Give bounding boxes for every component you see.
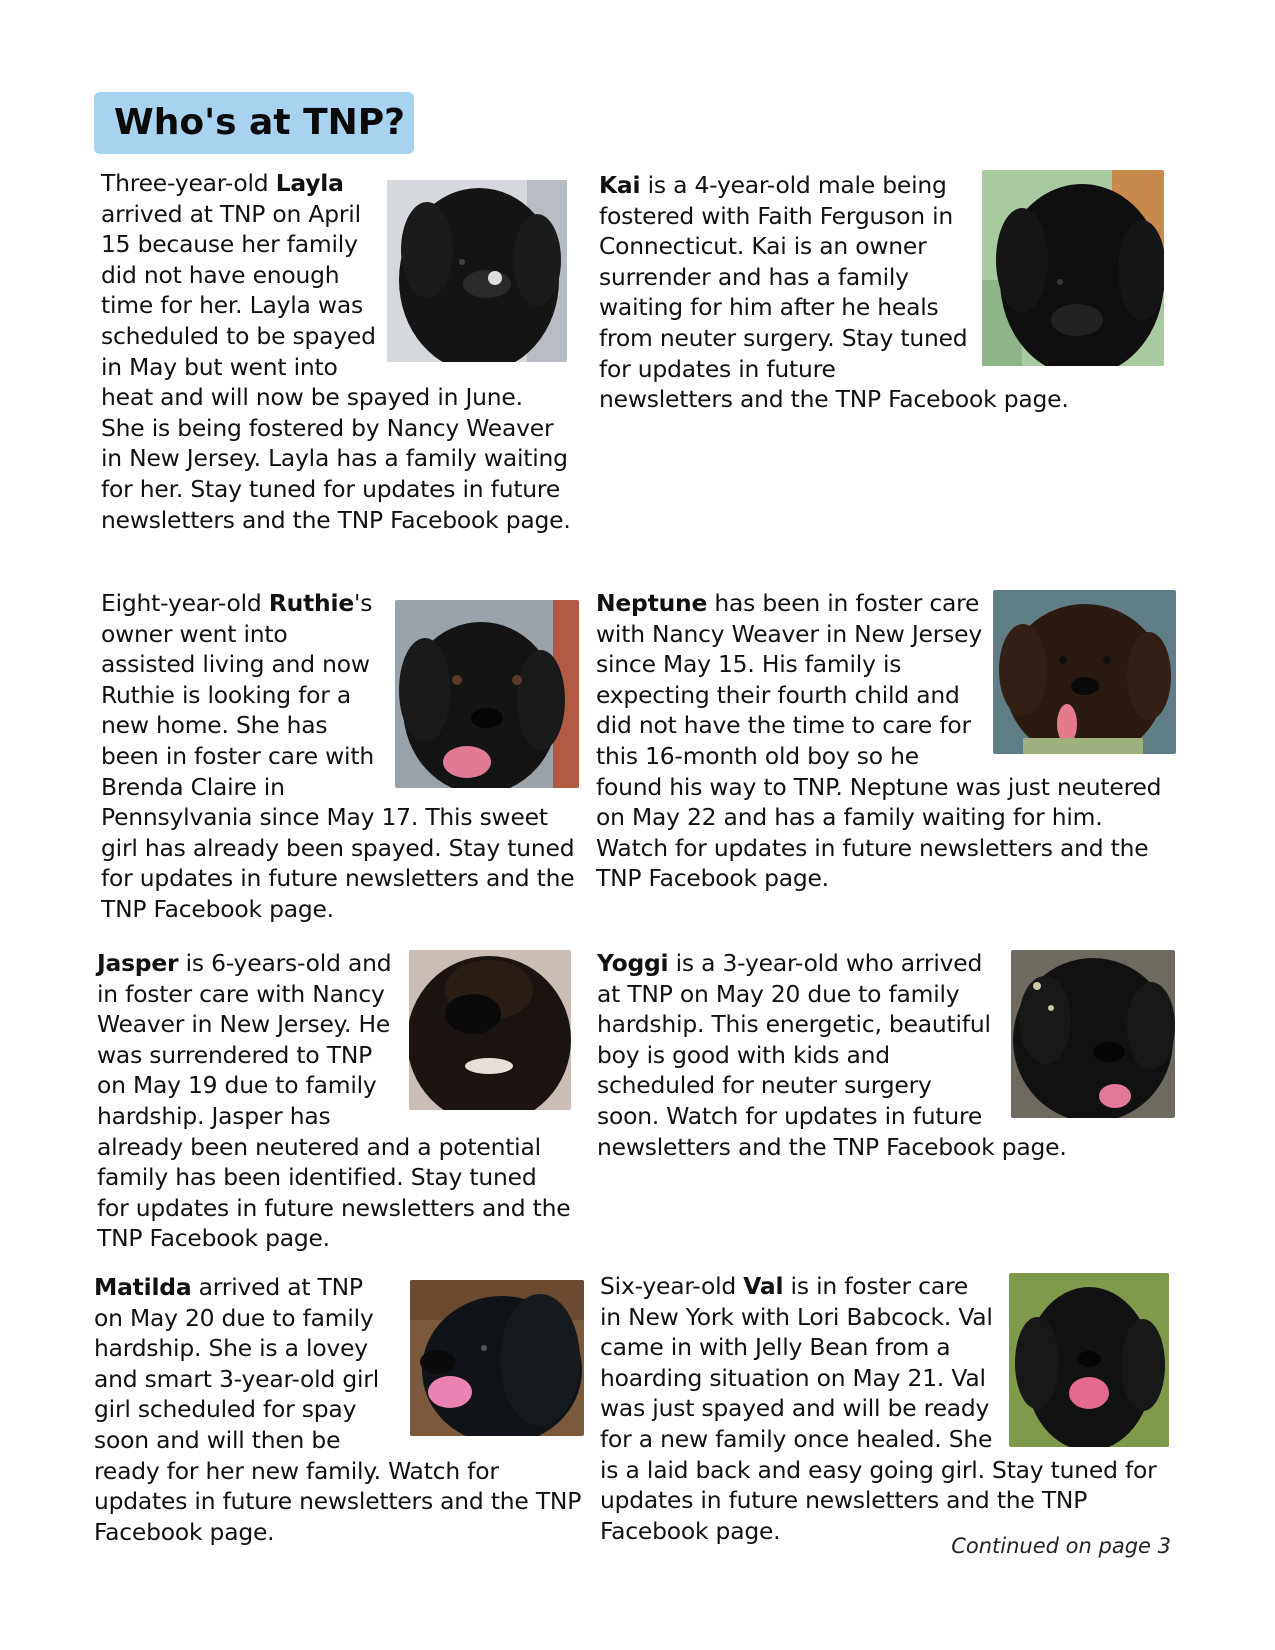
- dog-photo-icon: [409, 950, 571, 1110]
- dog-photo-icon: [387, 180, 567, 362]
- photo-kai: [982, 170, 1164, 366]
- dog-photo-icon: [982, 170, 1164, 366]
- photo-neptune: [993, 590, 1176, 754]
- story-layla: Three-year-old Layla arrived at TNP on April 15 because her family did not have enough time for her. Layla was scheduled to be spayed in May but went into heat and will now be spayed in June. She is being fostered by Nancy Weaver in New Jersey. Layla has a family waiting for her. Stay tuned for updates in future newsletters and the TNP Facebook page.: [101, 169, 571, 534]
- story-yoggi: Yoggi is a 3-year-old who arrived at TNP on May 20 due to family hardship. This energetic, beautiful boy is good with kids and scheduled for neuter surgery soon. Watch for updates in future newsletters and the TNP Facebook page.: [597, 948, 1175, 1162]
- story-val: Six-year-old Val is in foster care in New York with Lori Babcock. Val came in with Jelly Bean from a hoarding situation on May 21. Val was just spayed and will be ready for a new family once healed. She is a laid back and easy going girl. Stay tuned for updates in future newsletters and the TNP Facebook page.: [600, 1271, 1175, 1546]
- page-title: Who's at TNP?: [94, 92, 414, 154]
- photo-matilda: [410, 1280, 584, 1436]
- dog-photo-icon: [410, 1280, 584, 1436]
- photo-ruthie: [395, 600, 579, 788]
- story-ruthie: Eight-year-old Ruthie's owner went into assisted living and now Ruthie is looking for a new home. She has been in foster care with Brenda Claire in Pennsylvania since May 17. This sweet girl has already been spayed. Stay tuned for updates in future newsletters and the TNP Facebook page.: [101, 588, 579, 925]
- story-matilda: Matilda arrived at TNP on May 20 due to family hardship. She is a lovey and smart 3-year-old girl girl scheduled for spay soon and will then be ready for her new family. Watch for updates in future newsletters and the TNP Facebook page.: [94, 1272, 584, 1547]
- photo-val: [1009, 1273, 1169, 1447]
- photo-jasper: [409, 950, 571, 1110]
- photo-layla: [387, 180, 567, 362]
- story-neptune: Neptune has been in foster care with Nancy Weaver in New Jersey since May 15. His family is expecting their fourth child and did not have the time to care for this 16-month old boy so he found his way to TNP. Neptune was just neutered on May 22 and has a family waiting for him. Watch for updates in future newsletters and the TNP Facebook page.: [596, 588, 1176, 894]
- dog-photo-icon: [1009, 1273, 1169, 1447]
- story-jasper: Jasper is 6-years-old and in foster care with Nancy Weaver in New Jersey. He was surrendered to TNP on May 19 due to family hardship. Jasper has already been neutered and a potential family has been identified. Stay tuned for updates in future newsletters and the TNP Facebook page.: [97, 949, 571, 1253]
- dog-photo-icon: [1011, 950, 1175, 1118]
- story-kai: Kai is a 4-year-old male being fostered with Faith Ferguson in Connecticut. Kai is an owner surrender and has a family waiting for him after he heals from neuter surgery. Stay tuned for updates in future newsletters and the TNP Facebook page.: [599, 170, 1164, 415]
- dog-photo-icon: [993, 590, 1176, 754]
- dog-photo-icon: [395, 600, 579, 788]
- continued-note: Continued on page 3: [951, 1534, 1171, 1558]
- photo-yoggi: [1011, 950, 1175, 1118]
